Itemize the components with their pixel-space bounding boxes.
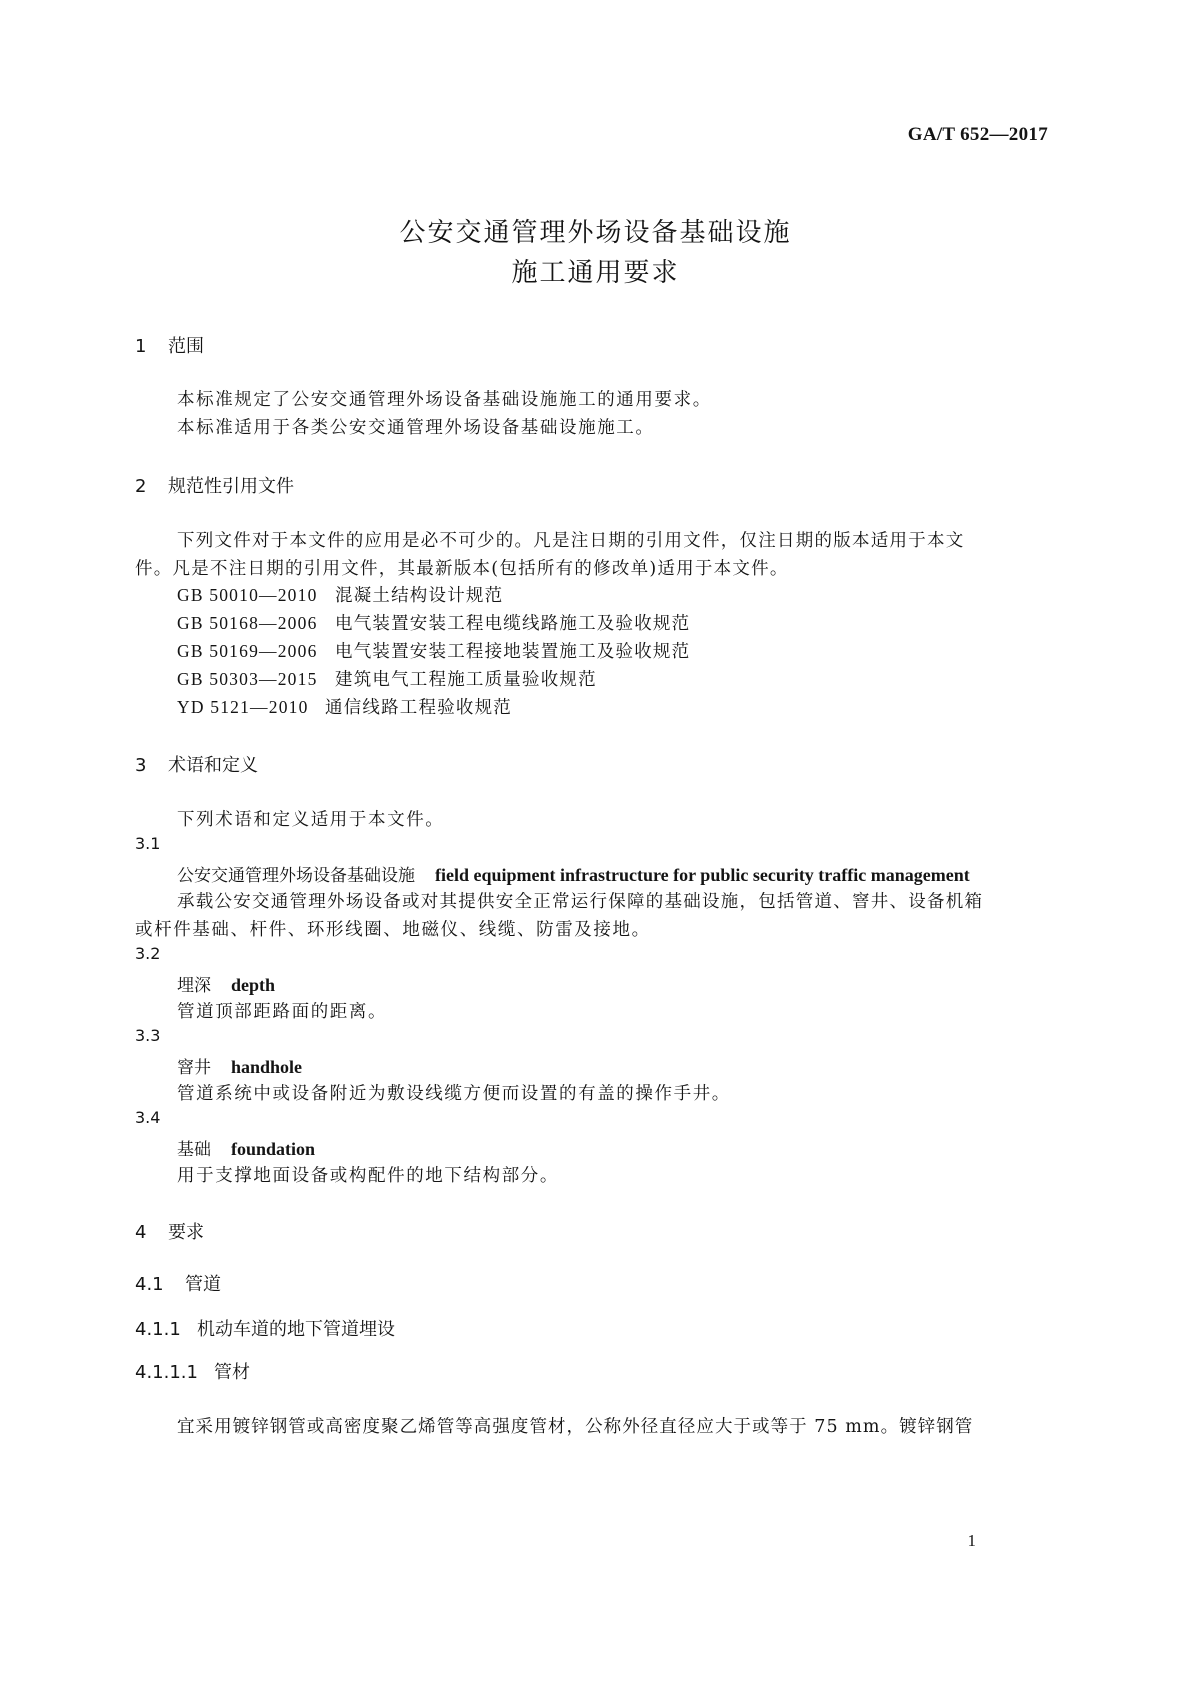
reference-code: GB 50169—2006 <box>177 641 318 661</box>
term-english: depth <box>231 975 276 995</box>
term-definition: 管道系统中或设备附近为敷设线缆方便而设置的有盖的操作手井。 <box>177 1084 731 1104</box>
section-number: 1 <box>135 336 147 357</box>
term-number: 3.3 <box>135 1026 161 1045</box>
section-number: 4 <box>135 1222 147 1243</box>
term-english: foundation <box>231 1139 316 1159</box>
reference-code: GB 50168—2006 <box>177 613 318 633</box>
subsection-heading <box>135 1270 221 1296</box>
reference-title: 混凝土结构设计规范 <box>335 586 504 606</box>
reference-item <box>177 582 503 607</box>
standard-code: GA/T 652—2017 <box>907 124 1048 145</box>
paragraph: 本标准规定了公安交通管理外场设备基础设施施工的通用要求。 <box>177 390 712 410</box>
section-title: 术语和定义 <box>168 755 258 776</box>
section-title: 管材 <box>214 1362 250 1383</box>
reference-code: YD 5121—2010 <box>177 697 309 717</box>
paragraph: 下列术语和定义适用于本文件。 <box>177 810 445 830</box>
section-title: 管道 <box>185 1274 221 1295</box>
term-number: 3.1 <box>135 834 161 853</box>
term-chinese: 基础 <box>177 1140 211 1160</box>
page-number: 1 <box>967 1531 976 1550</box>
paragraph: 件。凡是不注日期的引用文件，其最新版本(包括所有的修改单)适用于本文件。 <box>135 559 789 579</box>
section-number: 4.1.1 <box>135 1319 181 1340</box>
term-definition: 承载公安交通管理外场设备或对其提供安全正常运行保障的基础设施，包括管道、窨井、设备机箱 <box>177 892 984 912</box>
section-number: 2 <box>135 476 147 497</box>
section-title: 规范性引用文件 <box>168 476 294 497</box>
paragraph: 本标准适用于各类公安交通管理外场设备基础设施施工。 <box>177 418 655 438</box>
term-entry <box>177 1053 302 1078</box>
reference-code: GB 50303—2015 <box>177 669 318 689</box>
reference-code: GB 50010—2010 <box>177 585 318 605</box>
document-title-line1: 公安交通管理外场设备基础设施 <box>399 218 792 248</box>
term-definition: 用于支撑地面设备或构配件的地下结构部分。 <box>177 1166 559 1186</box>
reference-item <box>177 638 690 663</box>
section-title: 范围 <box>168 336 204 357</box>
section-number: 4.1 <box>135 1274 164 1295</box>
reference-title: 电气装置安装工程接地装置施工及验收规范 <box>335 642 691 662</box>
term-number: 3.2 <box>135 944 161 963</box>
term-entry <box>177 971 275 996</box>
reference-title: 电气装置安装工程电缆线路施工及验收规范 <box>335 614 691 634</box>
term-entry <box>177 861 970 886</box>
section-title: 要求 <box>168 1222 204 1243</box>
document-title-line2: 施工通用要求 <box>511 258 680 288</box>
subsection-heading <box>135 1315 395 1341</box>
term-chinese: 公安交通管理外场设备基础设施 <box>177 866 415 886</box>
reference-item <box>177 694 512 719</box>
section-heading-2 <box>135 472 294 498</box>
term-definition: 管道顶部距路面的距离。 <box>177 1002 388 1022</box>
term-chinese: 窨井 <box>177 1058 211 1078</box>
term-number: 3.4 <box>135 1108 161 1127</box>
reference-title: 建筑电气工程施工质量验收规范 <box>335 670 597 690</box>
section-heading-3 <box>135 751 258 777</box>
term-chinese: 埋深 <box>177 976 211 996</box>
section-heading-1 <box>135 332 204 358</box>
paragraph: 下列文件对于本文件的应用是必不可少的。凡是注日期的引用文件，仅注日期的版本适用于本文 <box>177 531 965 551</box>
term-english: handhole <box>231 1057 303 1077</box>
term-entry <box>177 1135 315 1160</box>
subsection-heading <box>135 1358 250 1384</box>
term-definition: 或杆件基础、杆件、环形线圈、地磁仪、线缆、防雷及接地。 <box>135 920 651 940</box>
section-heading-4 <box>135 1218 204 1244</box>
section-number: 4.1.1.1 <box>135 1362 198 1383</box>
reference-item <box>177 666 597 691</box>
section-number: 3 <box>135 755 147 776</box>
term-english: field equipment infrastructure for public security traffic management <box>435 865 970 885</box>
section-title: 机动车道的地下管道埋设 <box>197 1319 395 1340</box>
paragraph: 宜采用镀锌钢管或高密度聚乙烯管等高强度管材，公称外径直径应大于或等于 75 mm。镀锌钢管 <box>177 1417 974 1437</box>
reference-item <box>177 610 690 635</box>
reference-title: 通信线路工程验收规范 <box>325 698 512 718</box>
